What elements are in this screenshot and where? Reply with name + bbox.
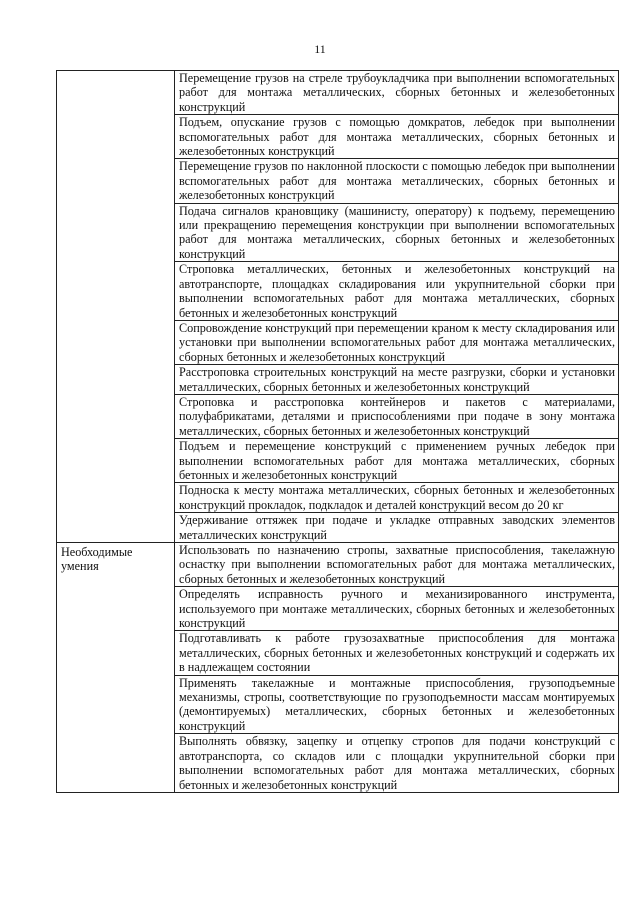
item-text: Определять исправность ручного и механизированного инструмента, используемого при монтаже металлических, сборных бетонных и железобетонных конструкций: [179, 587, 615, 631]
item-cell: [175, 483, 619, 513]
section-label-cell: [57, 543, 175, 793]
item-text: Выполнять обвязку, зацепку и отцепку стропов для подачи конструкций с автотранспорта, со складов или с площадки укрупнительной сборки при выполнении вспомогательных работ для монтажа металлических, сборных бетонных и железобетонных конструкций: [179, 734, 615, 792]
page-number: 11: [314, 42, 326, 56]
item-text: Строповка и расстроповка контейнеров и пакетов с материалами, полуфабрикатами, деталями и приспособлениями при подаче в зону монтажа металлических, сборных бетонных и железобетонных конструкций: [179, 394, 615, 438]
item-text: Подготавливать к работе грузозахватные приспособления для монтажа металлических, сборных бетонных и железобетонных конструкций и содержать их в надлежащем состоянии: [179, 631, 615, 675]
item-cell: [175, 439, 619, 483]
item-text: Удерживание оттяжек при подаче и укладке отправных заводских элементов металлических конструкций: [179, 513, 615, 542]
item-cell: [175, 365, 619, 395]
item-text: Сопровождение конструкций при перемещении краном к месту складирования или установки при выполнении вспомогательных работ для монтажа металлических, сборных бетонных и железобетонных конструкций: [179, 320, 615, 364]
item-text: Перемещение грузов по наклонной плоскости с помощью лебедок при выполнении вспомогательных работ для монтажа металлических, сборных бетонных и железобетонных конструкций: [179, 159, 615, 203]
item-cell: [175, 115, 619, 159]
table-body: [57, 71, 619, 793]
section-label: [61, 71, 171, 73]
item-cell: [175, 320, 619, 364]
item-cell: [175, 631, 619, 675]
item-cell: [175, 734, 619, 793]
item-cell: [175, 262, 619, 321]
item-text: Подъем, опускание грузов с помощью домкратов, лебедок при выполнении вспомогательных работ для монтажа металлических, сборных бетонных и железобетонных конструкций: [179, 115, 615, 159]
item-text: Применять такелажные и монтажные приспособления, грузоподъемные механизмы, стропы, соответствующие по грузоподъемности массам монтируемых (демонтируемых) металлических, сборных бетонных и железобетонных конструкций: [179, 675, 615, 733]
requirements-table: [56, 70, 619, 793]
item-cell: [175, 159, 619, 203]
item-text: Подноска к месту монтажа металлических, сборных бетонных и железобетонных конструкций прокладок, подкладок и деталей конструкций весом до 20 кг: [179, 483, 615, 512]
item-cell: [175, 675, 619, 734]
item-text: Строповка металлических, бетонных и железобетонных конструкций на автотранспорте, площадках складирования или укрупнительной сборки при выполнении вспомогательных работ для монтажа металлических, сборных бетонных и железобетонных конструкций: [179, 262, 615, 320]
table-row: [57, 543, 619, 587]
item-text: Перемещение грузов на стреле трубоукладчика при выполнении вспомогательных работ для монтажа металлических, сборных бетонных и железобетонных конструкций: [179, 71, 615, 114]
section-label-cell: [57, 71, 175, 543]
item-cell: [175, 71, 619, 115]
item-cell: [175, 394, 619, 438]
item-text: Использовать по назначению стропы, захватные приспособления, такелажную оснастку при выполнении вспомогательных работ для монтажа металлических, сборных бетонных и железобетонных конструкций: [179, 543, 615, 586]
section-label: Необходимые умения: [61, 545, 133, 574]
item-cell: [175, 203, 619, 262]
item-cell: [175, 513, 619, 543]
item-cell: [175, 587, 619, 631]
item-text: Подъем и перемещение конструкций с применением ручных лебедок при выполнении вспомогательных работ для монтажа металлических, сборных бетонных и железобетонных конструкций: [179, 439, 615, 482]
item-text: Расстроповка строительных конструкций на месте разгрузки, сборки и установки металлических, сборных бетонных и железобетонных конструкций: [179, 365, 615, 394]
item-text: Подача сигналов крановщику (машинисту, оператору) к подъему, перемещению или прекращению перемещения конструкции при выполнении вспомогательных работ для монтажа металлических, сборных бетонных и железобетонных конструкций: [179, 203, 615, 261]
table-row: [57, 71, 619, 115]
item-cell: [175, 543, 619, 587]
